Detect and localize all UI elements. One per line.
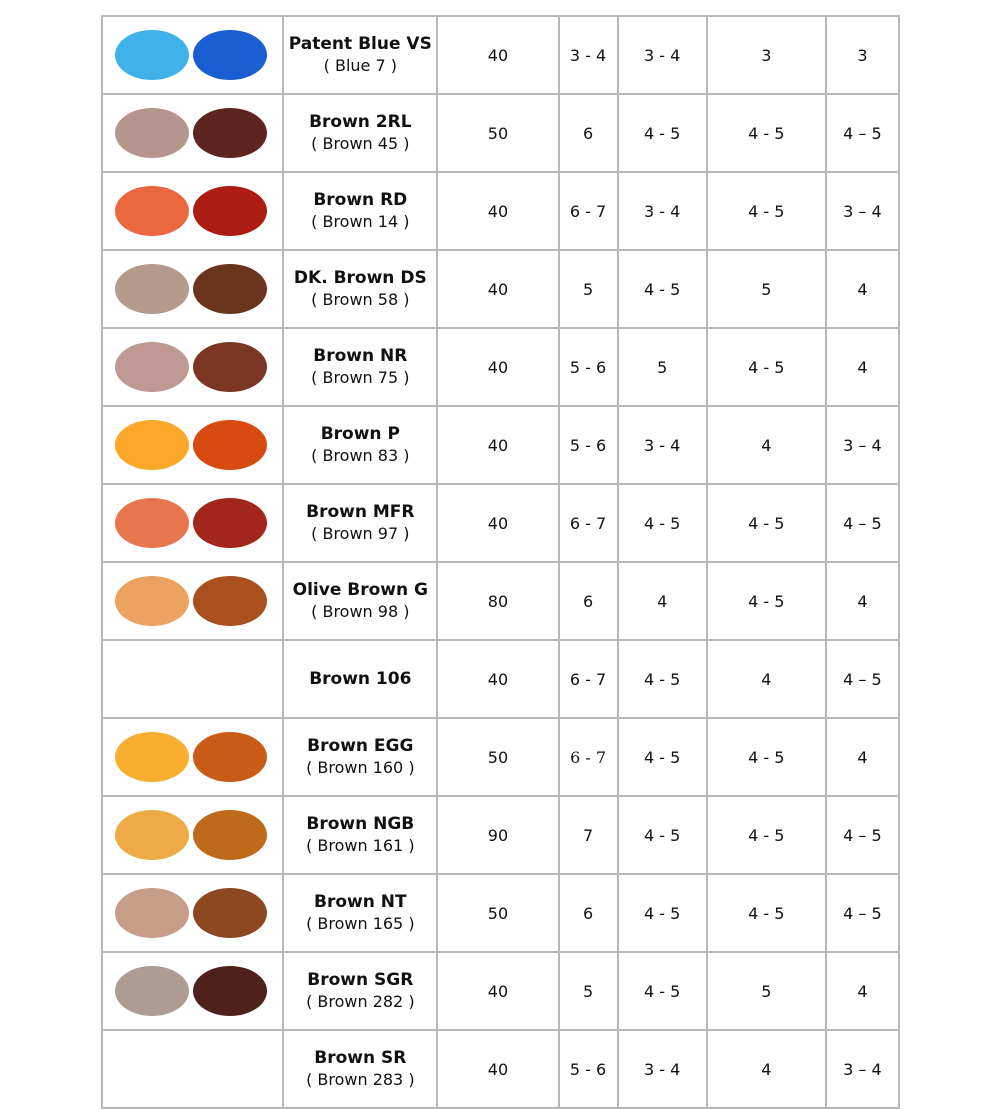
dye-name-cell xyxy=(283,16,437,94)
value-cell-2: 6 - 7 xyxy=(559,718,618,796)
value-cell-5: 4 xyxy=(826,718,899,796)
light-shade-swatch xyxy=(115,108,189,158)
colour-index-name: ( Brown 165 ) xyxy=(306,914,415,933)
colour-index-name: ( Brown 160 ) xyxy=(306,758,415,777)
table-row xyxy=(102,874,899,952)
value-cell-4: 3 xyxy=(707,16,826,94)
swatch-cell xyxy=(102,1030,283,1108)
swatch-cell xyxy=(102,562,283,640)
swatch-cell xyxy=(102,718,283,796)
value-cell-2: 6 xyxy=(559,562,618,640)
value-cell-3: 3 - 4 xyxy=(618,16,707,94)
colour-index-name: ( Brown 14 ) xyxy=(311,212,410,231)
value-cell-3: 3 - 4 xyxy=(618,1030,707,1108)
table-row xyxy=(102,250,899,328)
colour-index-name: ( Brown 161 ) xyxy=(306,836,415,855)
table-row xyxy=(102,952,899,1030)
colour-index-name: ( Blue 7 ) xyxy=(323,56,397,75)
swatch-cell xyxy=(102,796,283,874)
swatch-cell xyxy=(102,16,283,94)
colour-index-name: ( Brown 83 ) xyxy=(311,446,410,465)
colour-index-name: ( Brown 45 ) xyxy=(311,134,410,153)
swatch-pair xyxy=(103,797,284,873)
value-cell-5: 3 – 4 xyxy=(826,406,899,484)
swatch-pair xyxy=(103,329,284,405)
value-cell-3: 4 - 5 xyxy=(618,718,707,796)
dark-shade-swatch xyxy=(193,810,267,860)
value-cell-5: 4 – 5 xyxy=(826,640,899,718)
swatch-cell xyxy=(102,406,283,484)
dye-name: Brown P xyxy=(320,424,400,444)
dye-name-cell xyxy=(283,172,437,250)
dark-shade-swatch xyxy=(193,888,267,938)
dye-name: Olive Brown G xyxy=(292,580,428,600)
value-cell-5: 4 xyxy=(826,952,899,1030)
dye-name: Brown NR xyxy=(313,346,408,366)
light-shade-swatch xyxy=(115,186,189,236)
swatch-pair xyxy=(103,1031,284,1107)
value-cell-2: 6 xyxy=(559,94,618,172)
table-row xyxy=(102,796,899,874)
colour-index-name: ( Brown 98 ) xyxy=(311,602,410,621)
dye-name: Brown NGB xyxy=(306,814,415,834)
dye-name-cell xyxy=(283,328,437,406)
value-cell-5: 4 xyxy=(826,562,899,640)
light-shade-swatch xyxy=(115,888,189,938)
swatch-pair xyxy=(103,251,284,327)
swatch-pair xyxy=(103,407,284,483)
dye-name: DK. Brown DS xyxy=(293,268,427,288)
light-shade-swatch xyxy=(115,420,189,470)
value-cell-4: 5 xyxy=(707,250,826,328)
table-row xyxy=(102,718,899,796)
value-cell-4: 5 xyxy=(707,952,826,1030)
swatch-pair xyxy=(103,875,284,951)
value-cell-1: 40 xyxy=(437,250,558,328)
value-cell-4: 4 - 5 xyxy=(707,718,826,796)
value-cell-1: 40 xyxy=(437,484,558,562)
value-cell-1: 40 xyxy=(437,406,558,484)
dye-name-cell xyxy=(283,1030,437,1108)
light-shade-swatch xyxy=(115,576,189,626)
swatch-pair xyxy=(103,641,284,717)
value-cell-5: 4 – 5 xyxy=(826,874,899,952)
dye-name-cell xyxy=(283,874,437,952)
table-body xyxy=(102,16,899,1108)
dark-shade-swatch xyxy=(193,342,267,392)
value-cell-4: 4 xyxy=(707,1030,826,1108)
dye-name-cell xyxy=(283,952,437,1030)
colour-index-name: ( Brown 97 ) xyxy=(311,524,410,543)
value-cell-5: 3 xyxy=(826,16,899,94)
value-cell-5: 4 – 5 xyxy=(826,796,899,874)
colour-index-name: ( Brown 58 ) xyxy=(311,290,410,309)
value-cell-5: 3 – 4 xyxy=(826,172,899,250)
value-cell-2: 5 - 6 xyxy=(559,406,618,484)
value-cell-1: 40 xyxy=(437,952,558,1030)
dye-name: Brown SR xyxy=(314,1048,407,1068)
value-cell-2: 6 - 7 xyxy=(559,640,618,718)
swatch-pair xyxy=(103,17,284,93)
value-cell-3: 4 - 5 xyxy=(618,640,707,718)
value-cell-5: 3 – 4 xyxy=(826,1030,899,1108)
dark-shade-swatch xyxy=(193,498,267,548)
value-cell-4: 4 - 5 xyxy=(707,484,826,562)
colour-index-name: ( Brown 75 ) xyxy=(311,368,410,387)
dye-name: Brown 106 xyxy=(309,668,412,689)
value-cell-2: 6 - 7 xyxy=(559,484,618,562)
value-cell-1: 50 xyxy=(437,718,558,796)
value-cell-4: 4 xyxy=(707,406,826,484)
dark-shade-swatch xyxy=(193,966,267,1016)
colour-index-name: ( Brown 283 ) xyxy=(306,1070,415,1089)
table-row xyxy=(102,484,899,562)
dark-shade-swatch xyxy=(193,108,267,158)
dye-name-cell xyxy=(283,562,437,640)
value-cell-1: 90 xyxy=(437,796,558,874)
table-row xyxy=(102,406,899,484)
table-row xyxy=(102,328,899,406)
swatch-pair xyxy=(103,95,284,171)
value-cell-1: 40 xyxy=(437,172,558,250)
swatch-cell xyxy=(102,172,283,250)
swatch-cell xyxy=(102,952,283,1030)
dye-name-cell xyxy=(283,406,437,484)
dye-fastness-table xyxy=(101,15,900,1109)
value-cell-2: 6 - 7 xyxy=(559,172,618,250)
table-row xyxy=(102,562,899,640)
swatch-pair xyxy=(103,719,284,795)
swatch-cell xyxy=(102,250,283,328)
table-row xyxy=(102,94,899,172)
value-cell-3: 4 xyxy=(618,562,707,640)
value-cell-4: 4 xyxy=(707,640,826,718)
value-cell-1: 40 xyxy=(437,328,558,406)
value-cell-2: 5 - 6 xyxy=(559,328,618,406)
dye-name: Brown NT xyxy=(314,892,407,912)
swatch-cell xyxy=(102,640,283,718)
dye-name-cell xyxy=(283,640,437,718)
dark-shade-swatch xyxy=(193,420,267,470)
dark-shade-swatch xyxy=(193,186,267,236)
swatch-pair xyxy=(103,953,284,1029)
light-shade-swatch xyxy=(115,30,189,80)
value-cell-4: 4 - 5 xyxy=(707,328,826,406)
dye-name: Brown MFR xyxy=(306,502,415,522)
colour-index-name: ( Brown 282 ) xyxy=(306,992,415,1011)
dye-name-cell xyxy=(283,796,437,874)
value-cell-3: 5 xyxy=(618,328,707,406)
value-cell-5: 4 xyxy=(826,328,899,406)
value-cell-3: 3 - 4 xyxy=(618,406,707,484)
dye-name-cell xyxy=(283,484,437,562)
value-cell-5: 4 – 5 xyxy=(826,94,899,172)
swatch-pair xyxy=(103,563,284,639)
swatch-pair xyxy=(103,485,284,561)
swatch-pair xyxy=(103,173,284,249)
dye-name-cell xyxy=(283,250,437,328)
value-cell-3: 4 - 5 xyxy=(618,796,707,874)
value-cell-3: 4 - 5 xyxy=(618,952,707,1030)
swatch-cell xyxy=(102,874,283,952)
dye-name-cell xyxy=(283,718,437,796)
value-cell-1: 80 xyxy=(437,562,558,640)
value-cell-1: 40 xyxy=(437,640,558,718)
value-cell-1: 40 xyxy=(437,1030,558,1108)
dark-shade-swatch xyxy=(193,30,267,80)
value-cell-4: 4 - 5 xyxy=(707,562,826,640)
dark-shade-swatch xyxy=(193,264,267,314)
value-cell-5: 4 xyxy=(826,250,899,328)
light-shade-swatch xyxy=(115,732,189,782)
value-cell-1: 50 xyxy=(437,94,558,172)
light-shade-swatch xyxy=(115,498,189,548)
value-cell-3: 4 - 5 xyxy=(618,94,707,172)
value-cell-3: 3 - 4 xyxy=(618,172,707,250)
dye-name: Brown RD xyxy=(313,190,408,210)
value-cell-4: 4 - 5 xyxy=(707,94,826,172)
table-row xyxy=(102,1030,899,1108)
value-cell-2: 5 - 6 xyxy=(559,1030,618,1108)
light-shade-swatch xyxy=(115,264,189,314)
dye-name: Brown 2RL xyxy=(309,112,412,132)
swatch-cell xyxy=(102,94,283,172)
dark-shade-swatch xyxy=(193,576,267,626)
dye-name: Brown SGR xyxy=(307,970,414,990)
dark-shade-swatch xyxy=(193,732,267,782)
swatch-cell xyxy=(102,328,283,406)
value-cell-3: 4 - 5 xyxy=(618,484,707,562)
value-cell-4: 4 - 5 xyxy=(707,796,826,874)
light-shade-swatch xyxy=(115,810,189,860)
swatch-cell xyxy=(102,484,283,562)
table-row xyxy=(102,172,899,250)
dye-name-cell xyxy=(283,94,437,172)
dye-name: Patent Blue VS xyxy=(288,34,432,54)
value-cell-2: 7 xyxy=(559,796,618,874)
light-shade-swatch xyxy=(115,966,189,1016)
value-cell-1: 40 xyxy=(437,16,558,94)
value-cell-2: 5 xyxy=(559,250,618,328)
value-cell-5: 4 – 5 xyxy=(826,484,899,562)
value-cell-3: 4 - 5 xyxy=(618,874,707,952)
value-cell-2: 5 xyxy=(559,952,618,1030)
value-cell-1: 50 xyxy=(437,874,558,952)
value-cell-4: 4 - 5 xyxy=(707,874,826,952)
light-shade-swatch xyxy=(115,342,189,392)
table-row xyxy=(102,16,899,94)
value-cell-2: 3 - 4 xyxy=(559,16,618,94)
value-cell-2: 6 xyxy=(559,874,618,952)
table-row xyxy=(102,640,899,718)
dye-name: Brown EGG xyxy=(307,736,414,756)
value-cell-4: 4 - 5 xyxy=(707,172,826,250)
value-cell-3: 4 - 5 xyxy=(618,250,707,328)
